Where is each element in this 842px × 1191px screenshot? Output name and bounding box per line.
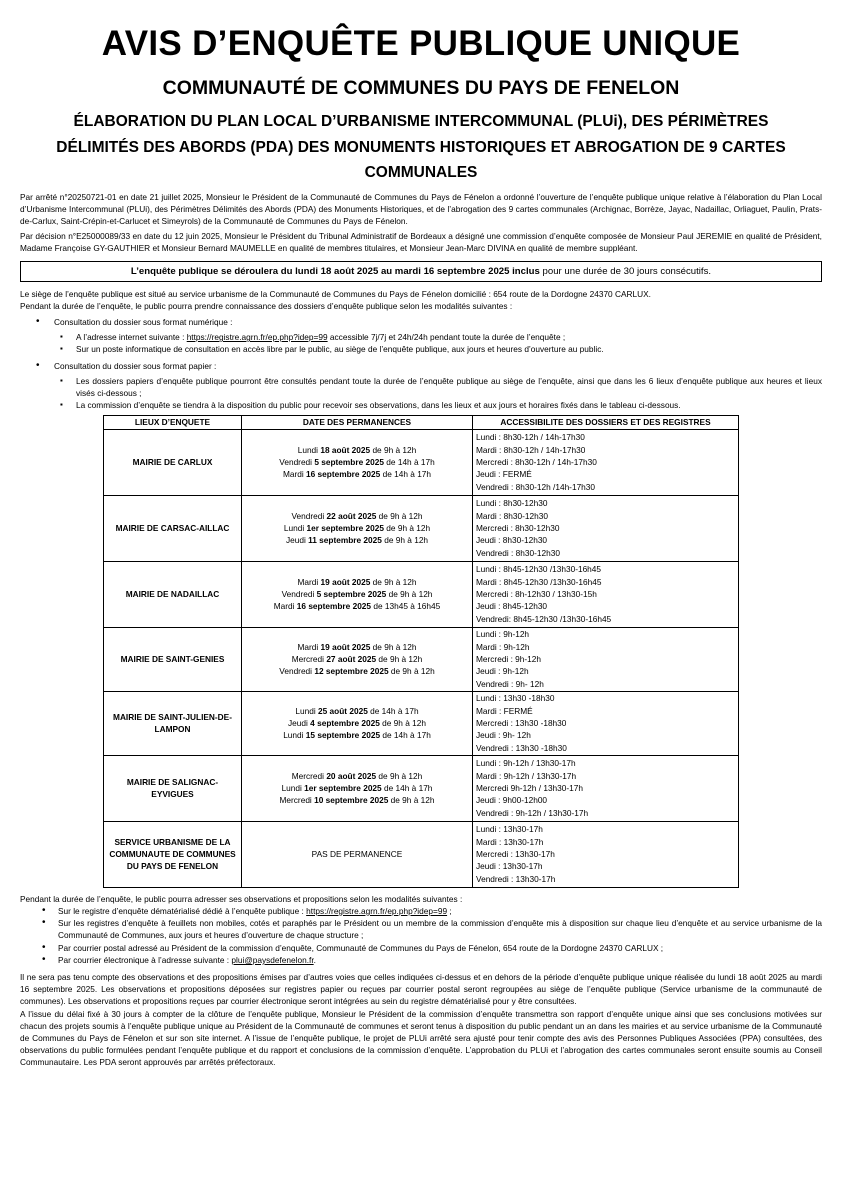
access-cell xyxy=(473,495,739,561)
date-value: 1er septembre 2025 xyxy=(304,783,382,794)
access-hours: Lundi : 9h-12h xyxy=(476,629,530,640)
access-hours: Mardi : 8h30-12h30 xyxy=(476,510,548,521)
table-row xyxy=(104,627,739,691)
table-row xyxy=(104,429,739,495)
intro-paragraph-decision: Par décision n°E25000089/33 en date du 12 juin 2025, Monsieur le Président du Tribunal Administratif de Bordeaux a désigné une commission d’enquête composée de Monsieur Paul JEREMIE en qualité de Président, Madame Françoise GY-GAUTHIER et Monsieur Bernard MAUMELLE en qualité de membres titulaires, et Monsieur Jean-Marc DIVINA en qualité de membre suppléant. xyxy=(20,231,822,254)
list-item-paper xyxy=(20,360,822,412)
siege-paragraph: Le siège de l’enquête publique est situé au service urbanisme de la Communauté de Communes du Pays de Fénelon domicilié : 654 route de la Dordogne 24370 CARLUX. xyxy=(20,288,651,299)
date-value: 10 septembre 2025 xyxy=(314,795,389,806)
observation-a-text: Sur le registre d’enquête dématérialisé dédié à l’enquête publique : xyxy=(58,905,307,916)
project-heading: ÉLABORATION DU PLAN LOCAL D’URBANISME INTERCOMMUNAL (PLUi), DES PÉRIMÈTRES DÉLIMITÉS DES ABORDS (PDA) DES MONUMENTS HISTORIQUES ET ABROGATION DE 9 CARTES COMMUNALES xyxy=(56,113,786,181)
date-day: Vendredi xyxy=(281,589,317,600)
date-hours: de 9h à 12h xyxy=(388,795,435,806)
date-value: 22 août 2025 xyxy=(326,510,377,521)
enquiry-period-dates: L’enquête publique se déroulera du lundi 18 août 2025 au mardi 16 septembre 2025 inclus xyxy=(130,265,540,277)
date-day: Mercredi xyxy=(291,654,327,665)
date-day: Mercredi xyxy=(291,770,327,781)
permanence-date xyxy=(244,782,470,794)
permanence-date xyxy=(244,522,470,534)
permanence-date xyxy=(244,794,470,806)
access-hours: Mardi : 9h-12h xyxy=(476,641,530,652)
permanence-date xyxy=(244,729,470,741)
access-cell xyxy=(473,821,739,887)
access-hours: Mardi : 9h-12h / 13h30-17h xyxy=(476,770,577,781)
date-hours: de 9h à 12h xyxy=(376,510,423,521)
date-value: 18 août 2025 xyxy=(320,444,371,455)
column-header: DATE DES PERMANENCES xyxy=(242,416,473,429)
table-row xyxy=(104,821,739,887)
page-title: AVIS D’ENQUÊTE PUBLIQUE UNIQUE xyxy=(101,24,741,63)
table-row xyxy=(104,691,739,755)
date-value: 27 août 2025 xyxy=(326,654,377,665)
date-hours: de 14h à 17h xyxy=(380,730,431,741)
permanence-date xyxy=(244,641,470,653)
list-item-numeric xyxy=(20,316,822,356)
access-hours: Mardi : 8h30-12h / 14h-17h30 xyxy=(476,444,586,455)
access-hours: Vendredi : 8h30-12h /14h-17h30 xyxy=(476,481,596,492)
access-hours: Vendredi : 13h30-17h xyxy=(476,873,556,884)
closing-paragraph-2: A l’issue du délai fixé à 30 jours à compter de la clôture de l’enquête publique, Monsieur le Président de la commission d’enquête transmettra son rapport d’enquête unique ainsi que ses conclusions motivées sur chacun des projets soumis à l’enquête publique unique au Président de la Communauté de communes et seront tenus à disposition du public pendant un an dans les mairies et au service urbanisme de la Communauté de Communes du Pays de Fénelon et sur son site internet. A l’issue de l’enquête publique, le projet de PLUi arrêté sera ajusté pour tenir compte des avis des Personnes Publiques Associées (PPA) consultées, des observations du public formulées pendant l’enquête publique et du rapport et conclusions de la commission d’enquête. L’approbation du PLUi et l’abrogation des cartes communales seront ensuite soumis au Conseil Communautaire. Les PDA seront approuvés par arrêtés préfectoraux. xyxy=(20,1008,822,1068)
date-day: Lundi xyxy=(283,730,306,741)
date-day: Lundi xyxy=(283,523,307,534)
observation-a-suffix: ; xyxy=(447,905,452,916)
access-hours: Jeudi : 8h45-12h30 xyxy=(476,601,548,612)
date-day: Vendredi xyxy=(279,457,315,468)
access-hours: Mardi : FERMÉ xyxy=(476,705,533,716)
place-cell: MAIRIE DE SAINT-JULIEN-DE-LAMPON xyxy=(104,691,242,755)
observations-list xyxy=(20,905,822,966)
place-cell: MAIRIE DE SALIGNAC-EYVIGUES xyxy=(104,755,242,821)
access-hours: Mercredi : 8h30-12h / 14h-17h30 xyxy=(476,457,597,468)
table-row xyxy=(104,755,739,821)
place-cell: MAIRIE DE NADAILLAC xyxy=(104,561,242,627)
date-day: Vendredi xyxy=(291,510,327,521)
column-header: ACCESSIBILITE DES DOSSIERS ET DES REGISTRES xyxy=(473,416,739,429)
date-value: 19 août 2025 xyxy=(320,576,371,587)
date-hours: de 14h à 17h xyxy=(383,457,435,468)
date-value: 5 septembre 2025 xyxy=(316,589,387,600)
date-hours: de 14h à 17h xyxy=(367,705,419,716)
access-hours: Jeudi : 9h- 12h xyxy=(476,730,531,741)
list-item: ▪ La commission d’enquête se tiendra à la disposition du public pour recevoir ses observations, dans les lieux et aux jours et horaires fixés dans le tableau ci-dessous. xyxy=(20,399,822,411)
table-header-row xyxy=(104,416,739,429)
table-row xyxy=(104,495,739,561)
date-value: 5 septembre 2025 xyxy=(314,457,384,468)
date-day: Lundi xyxy=(281,783,305,794)
observation-d-suffix: . xyxy=(313,954,316,965)
permanence-date xyxy=(244,665,470,677)
dates-cell xyxy=(242,691,473,755)
date-day: Jeudi xyxy=(285,535,309,546)
date-day: Lundi xyxy=(295,705,319,716)
access-hours: Lundi : 13h30-17h xyxy=(476,824,543,835)
access-hours: Lundi : 8h30-12h30 xyxy=(476,498,548,509)
dates-cell xyxy=(242,627,473,691)
permanence-date xyxy=(244,653,470,665)
date-day: Mardi xyxy=(282,469,307,480)
email-link[interactable]: plui@paysdefenelon.fr xyxy=(231,954,314,965)
access-hours: Mercredi 9h-12h / 13h30-17h xyxy=(476,783,584,794)
date-hours: de 9h à 12h xyxy=(370,641,417,652)
date-hours: de 9h à 12h xyxy=(370,444,417,455)
table-row xyxy=(104,561,739,627)
date-hours: de 13h45 à 16h45 xyxy=(371,601,441,612)
place-cell: MAIRIE DE CARSAC-AILLAC xyxy=(104,495,242,561)
access-hours: Vendredi : 9h-12h / 13h30-17h xyxy=(476,807,589,818)
access-hours: Jeudi : FERMÉ xyxy=(476,469,532,480)
access-hours: Mercredi : 8h-12h30 / 13h30-15h xyxy=(476,589,597,600)
permanence-date xyxy=(244,576,470,588)
list-item: • Par courrier postal adressé au Président de la commission d’enquête, Communauté de Communes du Pays de Fénelon, 654 route de la Dordogne 24370 CARLUX ; xyxy=(20,942,822,954)
intro-paragraph-arrete: Par arrêté n°20250721-01 en date 21 juillet 2025, Monsieur le Président de la Communauté de Communes du Pays de Fénelon a ordonné l’ouverture de l’enquête publique unique relative à l’élaboration du Plan Local d’Urbanisme Intercommunal (PLUi), des Périmètres Délimités des Abords (PDA) des Monuments Historiques, et de l’abrogation des 9 cartes communales (Archignac, Borrèze, Jayac, Nadaillac, Orliaguet, Paulin, Prats-de-Carlux, Saint-Crépin-et-Carlucet et Simeyrols) de la Communauté de Communes du Pays de Fénelon. xyxy=(20,191,822,226)
list-item: • Sur les registres d’enquête à feuillets non mobiles, cotés et paraphés par le Président ou un membre de la commission d’enquête mis à disposition sur chaque lieu d’enquête et au service urbanisme de la Communauté de Communes, aux jours et heures d’ouverture de chaque structure ; xyxy=(20,917,822,941)
date-day: Lundi xyxy=(297,444,321,455)
observation-d-text: Par courrier électronique à l’adresse suivante : xyxy=(58,954,232,965)
consultation-intro: Pendant la durée de l’enquête, le public pourra prendre connaissance des dossiers d’enquête publique selon les modalités suivantes : xyxy=(20,300,513,311)
date-hours: de 9h à 12h xyxy=(379,718,426,729)
date-value: 25 août 2025 xyxy=(318,705,368,716)
access-hours: Mardi : 8h45-12h30 /13h30-16h45 xyxy=(476,576,602,587)
date-hours: de 9h à 12h xyxy=(376,654,423,665)
access-hours: Vendredi : 13h30 -18h30 xyxy=(476,742,567,753)
list-item: ▪ Les dossiers papiers d’enquête publique pourront être consultés pendant toute la durée de l’enquête publique au siège de l’enquête, ainsi que dans les 6 lieux d’enquête publique aux heures et lieux visés ci-dessous ; xyxy=(20,375,822,399)
permanence-date xyxy=(244,444,470,456)
consultation-list xyxy=(20,316,822,411)
permanence-date xyxy=(244,705,470,717)
access-hours: Mardi : 13h30-17h xyxy=(476,836,544,847)
date-hours: de 14h à 17h xyxy=(381,783,433,794)
access-hours: Jeudi : 9h-12h xyxy=(476,666,529,677)
observations-intro: Pendant la durée de l’enquête, le public pourra adresser ses observations et propositions selon les modalités suivantes : xyxy=(20,893,463,904)
list-item: ▪ Sur un poste informatique de consultation en accès libre par le public, au siège de l’enquête publique, aux jours et heures d’ouverture au public. xyxy=(20,343,822,355)
permanence-date xyxy=(244,588,470,600)
enquiry-period-box xyxy=(20,261,822,282)
date-hours: de 9h à 12h xyxy=(383,523,431,534)
closing-paragraph-1: Il ne sera pas tenu compte des observations et des propositions émises par d’autres voies que celles indiquées ci-dessus et en dehors de la période d’enquête publique unique réalisée du lundi 18 août 2025 au mardi 16 septembre 2025. Les observations et propositions déposées sur registres papier ou reçues par courrier postal seront regroupées au siège de l’enquête publique (Service urbanisme de la communauté de communes). Les observations et propositions reçues par courrier électronique seront intégrées au sein du registre dématérialisé pour y être consultées. xyxy=(20,971,822,1007)
numeric-title: Consultation du dossier sous format numérique : xyxy=(54,316,233,327)
paper-sublist xyxy=(20,375,822,412)
access-hours: Vendredi : 9h- 12h xyxy=(476,678,544,689)
permanence-date xyxy=(244,848,470,860)
date-hours: de 9h à 12h xyxy=(388,666,435,677)
registry-link[interactable]: https://registre.agrn.fr/ep.php?idep=99 xyxy=(306,905,448,916)
date-day: Mardi xyxy=(273,601,297,612)
access-hours: Mercredi : 8h30-12h30 xyxy=(476,523,560,534)
access-hours: Mercredi : 13h30 -18h30 xyxy=(476,718,567,729)
access-hours: Lundi : 13h30 -18h30 xyxy=(476,693,555,704)
list-item xyxy=(20,954,822,966)
access-hours: Mercredi : 9h-12h xyxy=(476,654,542,665)
date-value: 15 septembre 2025 xyxy=(305,730,381,741)
access-cell xyxy=(473,755,739,821)
place-cell: MAIRIE DE CARLUX xyxy=(104,429,242,495)
date-value: 1er septembre 2025 xyxy=(306,523,384,534)
access-hours: Lundi : 8h30-12h / 14h-17h30 xyxy=(476,432,585,443)
access-hours: Jeudi : 13h30-17h xyxy=(476,861,543,872)
access-hours: Vendredi: 8h45-12h30 /13h30-16h45 xyxy=(476,613,612,624)
access-hours: Vendredi : 8h30-12h30 xyxy=(476,547,560,558)
dates-cell xyxy=(242,429,473,495)
date-value: 19 août 2025 xyxy=(320,641,371,652)
place-cell: SERVICE URBANISME DE LA COMMUNAUTE DE COMMUNES DU PAYS DE FENELON xyxy=(104,821,242,887)
date-day: Mardi xyxy=(297,576,321,587)
access-hours: Lundi : 9h-12h / 13h30-17h xyxy=(476,758,576,769)
date-value: 11 septembre 2025 xyxy=(308,535,382,546)
access-cell xyxy=(473,627,739,691)
registry-link[interactable]: https://registre.agrn.fr/ep.php?idep=99 xyxy=(186,332,328,343)
access-hours: Mercredi : 13h30-17h xyxy=(476,849,555,860)
page-subtitle: COMMUNAUTÉ DE COMMUNES DU PAYS DE FENELON xyxy=(162,77,680,99)
numeric-a-text: A l’adresse internet suivante : xyxy=(76,332,187,343)
date-value: 4 septembre 2025 xyxy=(310,718,380,729)
enquiry-period-duration: pour une durée de 30 jours consécutifs. xyxy=(539,265,712,277)
date-hours: de 14h à 17h xyxy=(380,469,432,480)
date-value: 20 août 2025 xyxy=(326,770,377,781)
date-hours: de 9h à 12h xyxy=(376,770,423,781)
list-item xyxy=(20,905,822,917)
access-cell xyxy=(473,429,739,495)
numeric-a-suffix: accessible 7j/7j et 24h/24h pendant toute la durée de l’enquête ; xyxy=(327,332,566,343)
date-day: Mercredi xyxy=(279,795,315,806)
date-hours: de 9h à 12h xyxy=(381,535,429,546)
date-day: PAS DE PERMANENCE xyxy=(311,849,403,860)
permanence-date xyxy=(244,510,470,522)
date-value: 16 septembre 2025 xyxy=(306,469,381,480)
access-cell xyxy=(473,691,739,755)
place-cell: MAIRIE DE SAINT-GENIES xyxy=(104,627,242,691)
access-cell xyxy=(473,561,739,627)
date-day: Vendredi xyxy=(279,666,315,677)
permanence-date xyxy=(244,534,470,546)
permanence-date xyxy=(244,456,470,468)
date-value: 12 septembre 2025 xyxy=(314,666,389,677)
dates-cell xyxy=(242,561,473,627)
permanence-date xyxy=(244,468,470,480)
permanences-table xyxy=(103,415,739,887)
permanence-date xyxy=(244,770,470,782)
paper-title: Consultation du dossier sous format papier : xyxy=(54,360,217,371)
permanence-date xyxy=(244,717,470,729)
access-hours: Lundi : 8h45-12h30 /13h30-16h45 xyxy=(476,564,602,575)
date-day: Mardi xyxy=(297,641,321,652)
list-item xyxy=(20,331,822,343)
permanence-date xyxy=(244,600,470,612)
date-hours: de 9h à 12h xyxy=(370,576,417,587)
numeric-sublist xyxy=(20,331,822,355)
dates-cell xyxy=(242,495,473,561)
date-value: 16 septembre 2025 xyxy=(296,601,372,612)
dates-cell xyxy=(242,821,473,887)
dates-cell xyxy=(242,755,473,821)
date-hours: de 9h à 12h xyxy=(386,589,433,600)
access-hours: Jeudi : 9h00-12h00 xyxy=(476,795,548,806)
date-day: Jeudi xyxy=(288,718,311,729)
access-hours: Jeudi : 8h30-12h30 xyxy=(476,535,548,546)
column-header: LIEUX D’ENQUETE xyxy=(104,416,242,429)
